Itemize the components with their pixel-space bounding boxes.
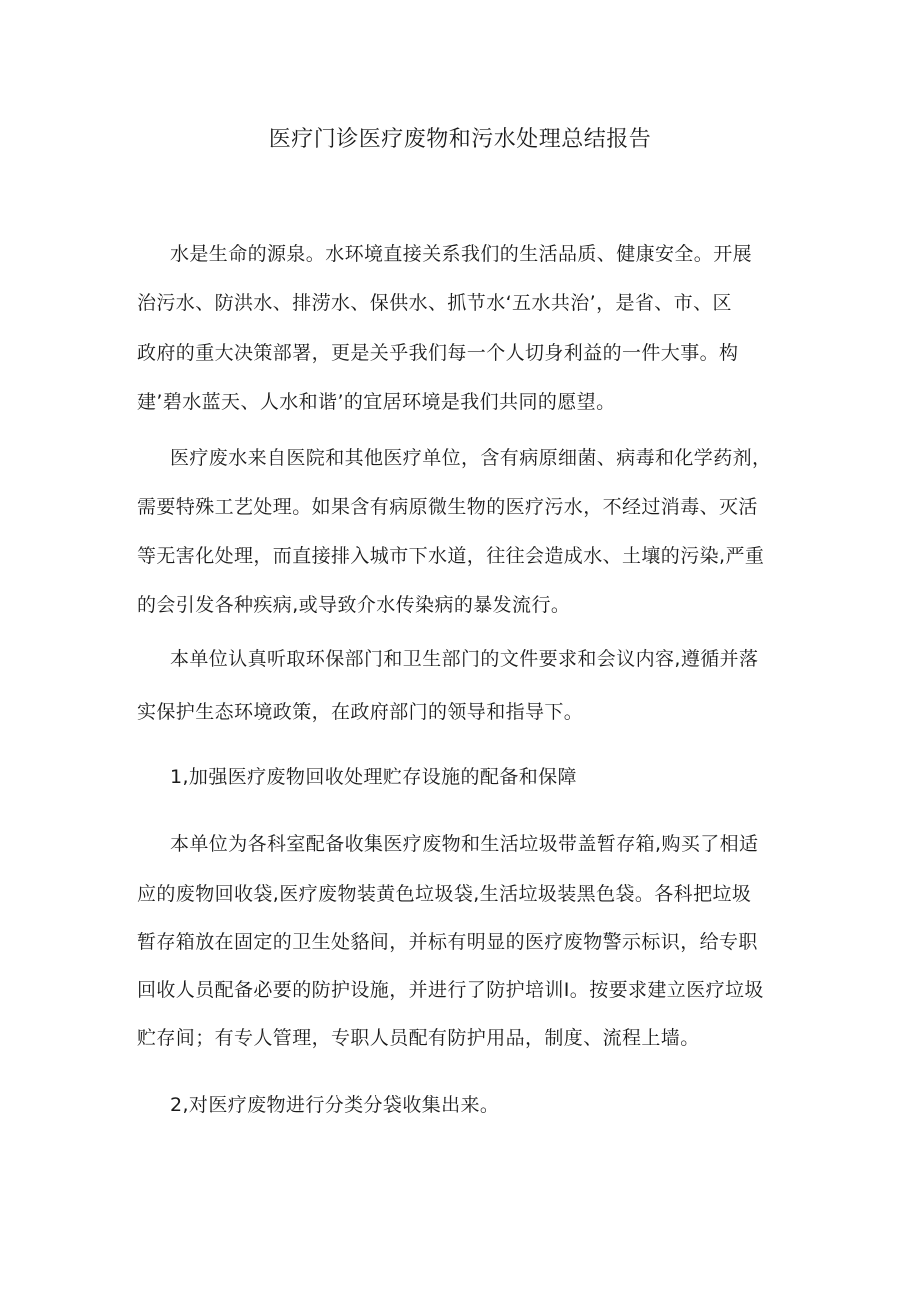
paragraph-2-line-1: 医疗废水来自医院和其他医疗单位，含有病原细菌、病毒和化学药剂， xyxy=(170,447,772,469)
paragraph-5-line-3: 暂存箱放在固定的卫生处貉间，并标有明显的医疗废物警示标识，给专职 xyxy=(137,931,758,953)
paragraph-1-line-4: 建’碧水蓝天、人水和谐’的宜居环境是我们共同的愿望。 xyxy=(137,391,616,413)
section-heading-1: 1,加强医疗废物回收处理贮存设施的配备和保障 xyxy=(170,766,577,788)
paragraph-2-line-3: 等无害化处理，而直接排入城市下水道，往往会造成水、土壤的污染,严重 xyxy=(137,545,765,567)
paragraph-1-line-3: 政府的重大决策部署，更是关乎我们每一个人切身利益的一件大事。构 xyxy=(137,342,739,364)
paragraph-2-line-4: 的会引发各种疾病,或导致介水传染病的暴发流行。 xyxy=(137,594,571,616)
paragraph-1-line-1: 水是生命的源泉。水环境直接关系我们的生活品质、健康安全。开展 xyxy=(170,243,753,265)
paragraph-5-line-2: 应的废物回收袋,医疗废物装黄色垃圾袋,生活垃圾装黑色袋。各科把垃圾 xyxy=(137,883,752,905)
paragraph-3-line-1: 本单位认真听取环保部门和卫生部门的文件要求和会议内容,遵循并落 xyxy=(170,648,759,670)
paragraph-1-line-2: 治污水、防洪水、排涝水、保供水、抓节水‘五水共治’，是省、市、区 xyxy=(137,292,732,314)
section-heading-2: 2,对医疗废物进行分类分袋收集出来。 xyxy=(170,1094,500,1116)
paragraph-3-line-2: 实保护生态环境政策，在政府部门的领导和指导下。 xyxy=(137,701,584,723)
document-title: 医疗门诊医疗废物和污水处理总结报告 xyxy=(268,127,652,152)
paragraph-5-line-5: 贮存间；有专人管理，专职人员配有防护用品，制度、流程上墙。 xyxy=(137,1027,700,1049)
paragraph-2-line-2: 需要特殊工艺处理。如果含有病原微生物的医疗污水，不经过消毒、灭活 xyxy=(137,496,758,518)
paragraph-5-line-1: 本单位为各科室配备收集医疗废物和生活垃圾带盖暂存箱,购买了相适 xyxy=(170,833,759,855)
paragraph-5-line-4: 回收人员配备必要的防护设施，并进行了防护培训I。按要求建立医疗垃圾 xyxy=(137,979,764,1001)
